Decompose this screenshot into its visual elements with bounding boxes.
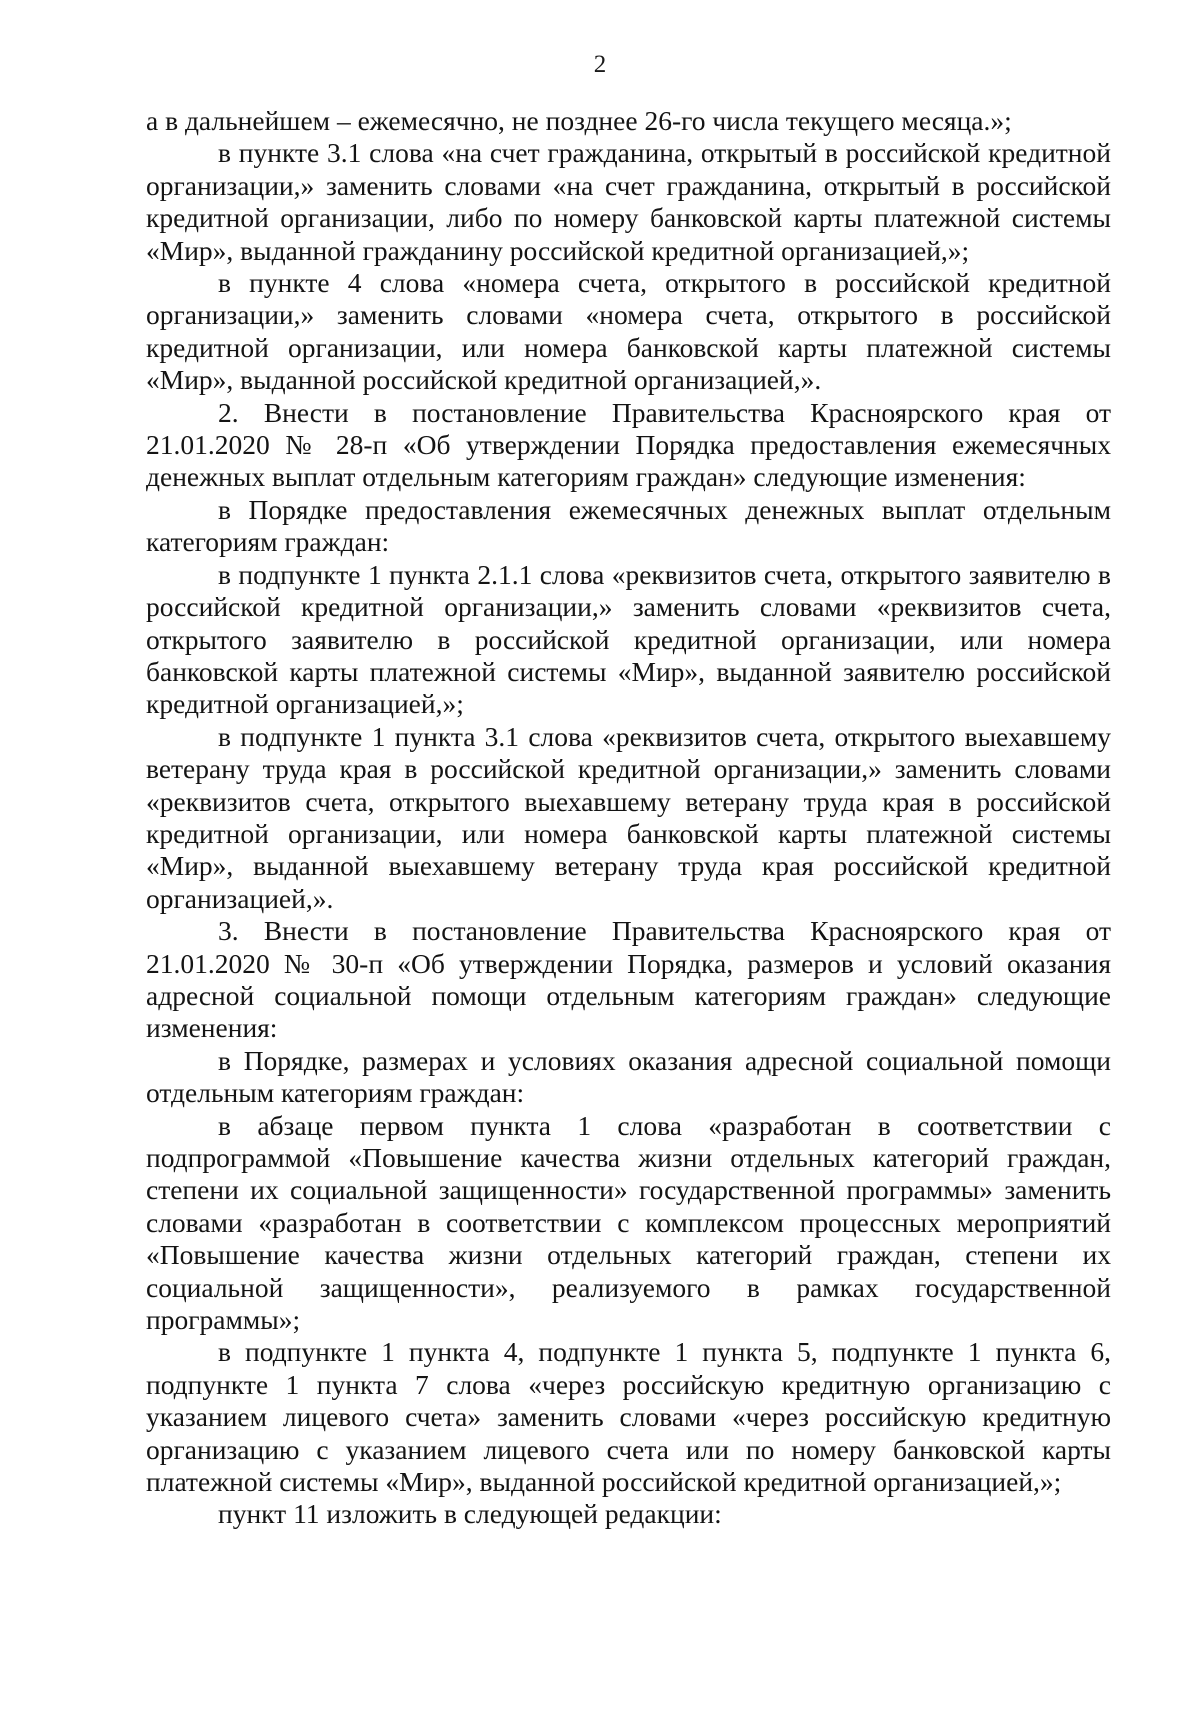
paragraph-point-4: в пункте 4 слова «номера счета, открытого в российской кредитной организации,» заменить словами «номера счета, открытого в российской кредитной организации, или номера банковской карты платежной системы «Мир», выданной российской кредитной организацией,». [146, 267, 1111, 396]
paragraph-section-3: 3. Внести в постановление Правительства Красноярского края от 21.01.2020 № 30-п «Об утверждении Порядка, размеров и условий оказания адресной социальной помощи отдельным категориям граждан» следующие изменения: [146, 915, 1111, 1044]
document-body [146, 105, 1111, 1531]
paragraph-point-11: пункт 11 изложить в следующей редакции: [218, 1498, 722, 1530]
paragraph-points-4-7: в подпункте 1 пункта 4, подпункте 1 пункта 5, подпункте 1 пункта 6, подпункте 1 пункта 7 слова «через российскую кредитную организацию с указанием лицевого счета» заменить словами «через российскую кредитную организацию с указанием лицевого счета или по номеру банковской карты платежной системы «Мир», выданной российской кредитной организацией,»; [146, 1336, 1111, 1498]
paragraph-subpoint-3-1: в подпункте 1 пункта 3.1 слова «реквизитов счета, открытого выехавшему ветерану труда края в российской кредитной организации,» заменить словами «реквизитов счета, открытого выехавшему ветерану труда края в российской кредитной организации, или номера банковской карты платежной системы «Мир», выданной выехавшему ветерану труда края российской кредитной организацией,». [146, 720, 1111, 914]
paragraph-continuation: а в дальнейшем – ежемесячно, не позднее 26-го числа текущего месяца.»; [146, 105, 1012, 136]
paragraph-point-3-1: в пункте 3.1 слова «на счет гражданина, открытый в российской кредитной организации,» заменить словами «на счет гражданина, открытый в российской кредитной организации, либо по номеру банковской карты платежной системы «Мир», выданной гражданину российской кредитной организацией,»; [146, 137, 1111, 266]
page-number: 2 [593, 51, 607, 78]
paragraph-subpoint-2-1-1: в подпункте 1 пункта 2.1.1 слова «реквизитов счета, открытого заявителю в российской кредитной организации,» заменить словами «реквизитов счета, открытого заявителю в российской кредитной организации, или номера банковской карты платежной системы «Мир», выданной заявителю российской кредитной организацией,»; [146, 558, 1111, 720]
paragraph-section-2: 2. Внести в постановление Правительства Красноярского края от 21.01.2020 № 28-п «Об утверждении Порядка предоставления ежемесячных денежных выплат отдельным категориям граждан» следующие изменения: [146, 396, 1111, 493]
paragraph-order-monthly-payments: в Порядке предоставления ежемесячных денежных выплат отдельным категориям граждан: [146, 493, 1111, 558]
paragraph-order-social-help: в Порядке, размерах и условиях оказания адресной социальной помощи отдельным категориям граждан: [146, 1044, 1111, 1109]
paragraph-point-1-first-abzac: в абзаце первом пункта 1 слова «разработан в соответствии с подпрограммой «Повышение качества жизни отдельных категорий граждан, степени их социальной защищенности» государственной программы» заменить словами «разработан в соответствии с комплексом процессных мероприятий «Повышение качества жизни отдельных категорий граждан, степени их социальной защищенности», реализуемого в рамках государственной программы»; [146, 1109, 1111, 1336]
